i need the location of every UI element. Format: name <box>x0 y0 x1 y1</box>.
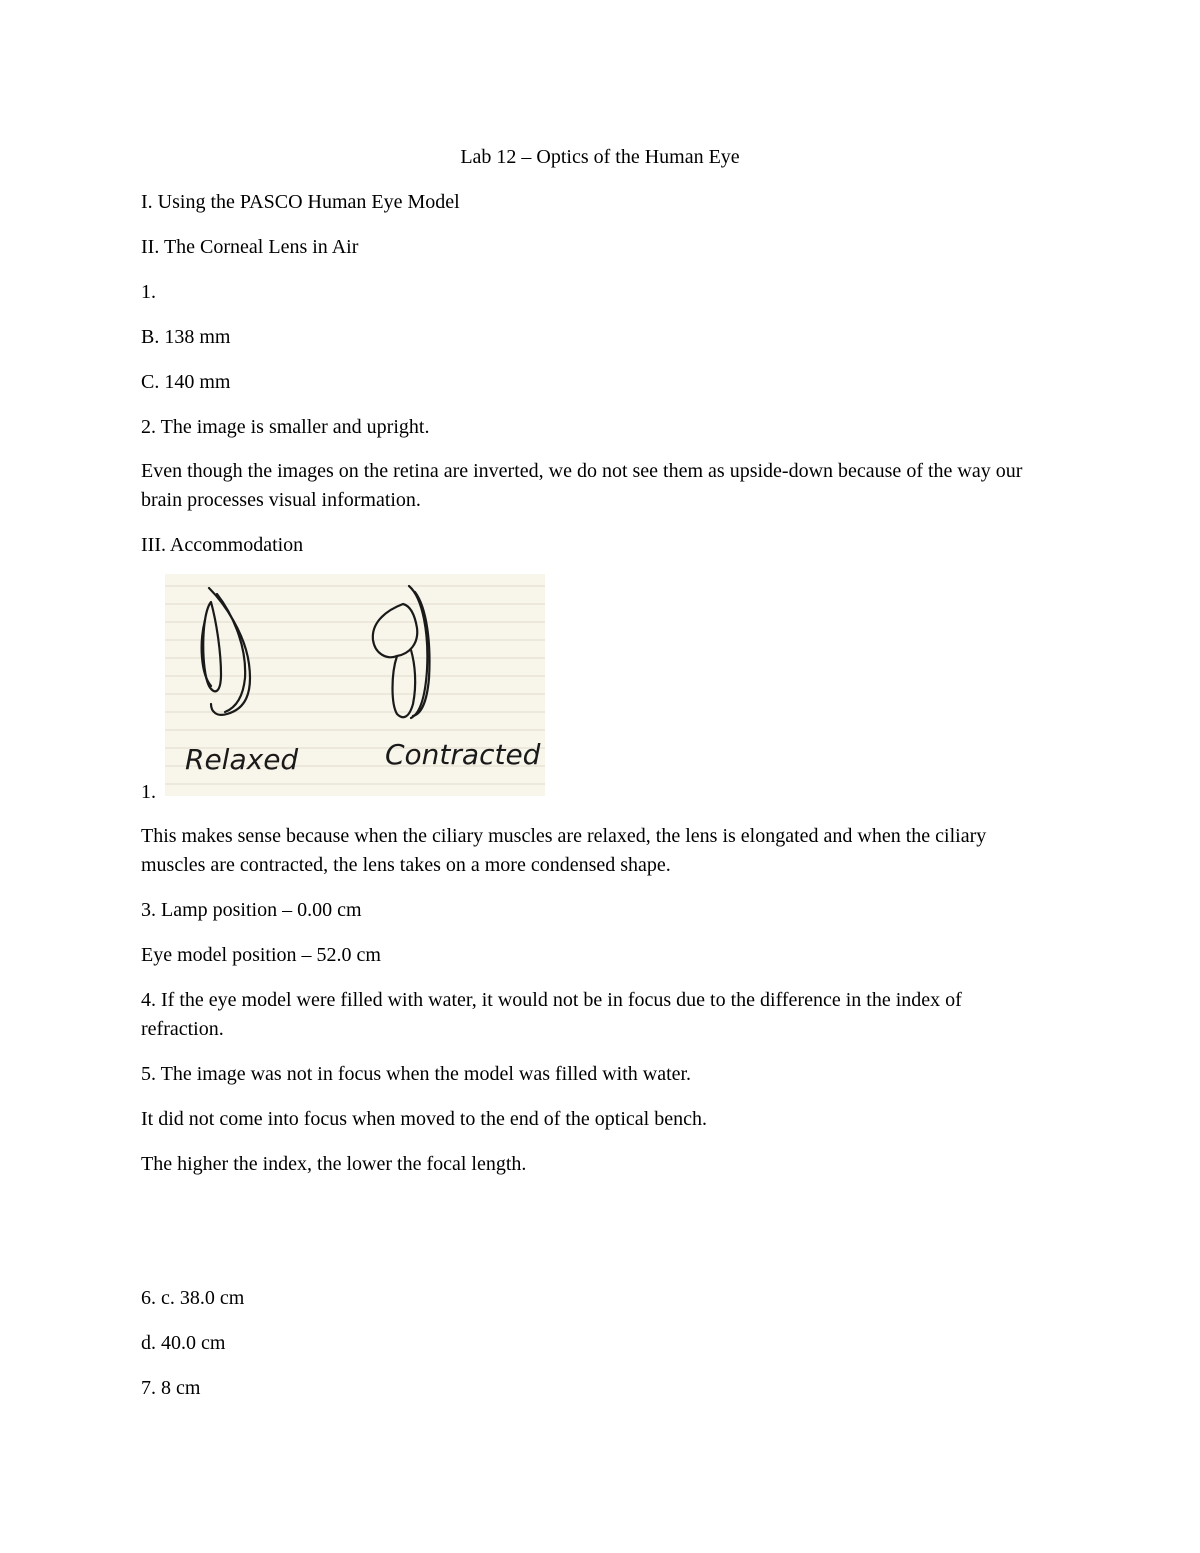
list-item-accommodation-1: 1. <box>141 781 156 803</box>
lens-sketch-drawing <box>165 574 545 796</box>
list-item-c: C. 140 mm <box>141 371 231 393</box>
list-item-5: 5. The image was not in focus when the model was filled with water. <box>141 1063 692 1085</box>
focus-bench-line: It did not come into focus when moved to the end of the optical bench. <box>141 1108 707 1130</box>
list-item-1: 1. <box>141 281 156 303</box>
sketch-label-relaxed: Relaxed <box>185 743 299 776</box>
paragraph-inverted-images: Even though the images on the retina are inverted, we do not see them as upside-down because of the way our brain processes visual information. <box>141 460 1023 511</box>
page-title: Lab 12 – Optics of the Human Eye <box>460 146 740 168</box>
list-item-3: 3. Lamp position – 0.00 cm <box>141 899 362 921</box>
section-heading-3: III. Accommodation <box>141 534 304 556</box>
section-heading-2: II. The Corneal Lens in Air <box>141 236 359 258</box>
paragraph-item-4: 4. If the eye model were filled with water, it would not be in focus due to the difference in the index of refraction. <box>141 989 962 1040</box>
eye-model-position: Eye model position – 52.0 cm <box>141 944 381 966</box>
sketch-label-contracted: Contracted <box>385 738 541 771</box>
lens-sketch-image <box>165 574 545 796</box>
paragraph-ciliary-muscles: This makes sense because when the ciliary muscles are relaxed, the lens is elongated and when the ciliary muscles are contracted, the lens takes on a more condensed shape. <box>141 825 987 876</box>
list-item-6c: 6. c. 38.0 cm <box>141 1287 245 1309</box>
list-item-7: 7. 8 cm <box>141 1377 201 1399</box>
list-item-6d: d. 40.0 cm <box>141 1332 226 1354</box>
list-item-2: 2. The image is smaller and upright. <box>141 416 430 438</box>
index-focal-line: The higher the index, the lower the focal length. <box>141 1153 527 1175</box>
list-item-b: B. 138 mm <box>141 326 231 348</box>
section-heading-1: I. Using the PASCO Human Eye Model <box>141 191 460 213</box>
